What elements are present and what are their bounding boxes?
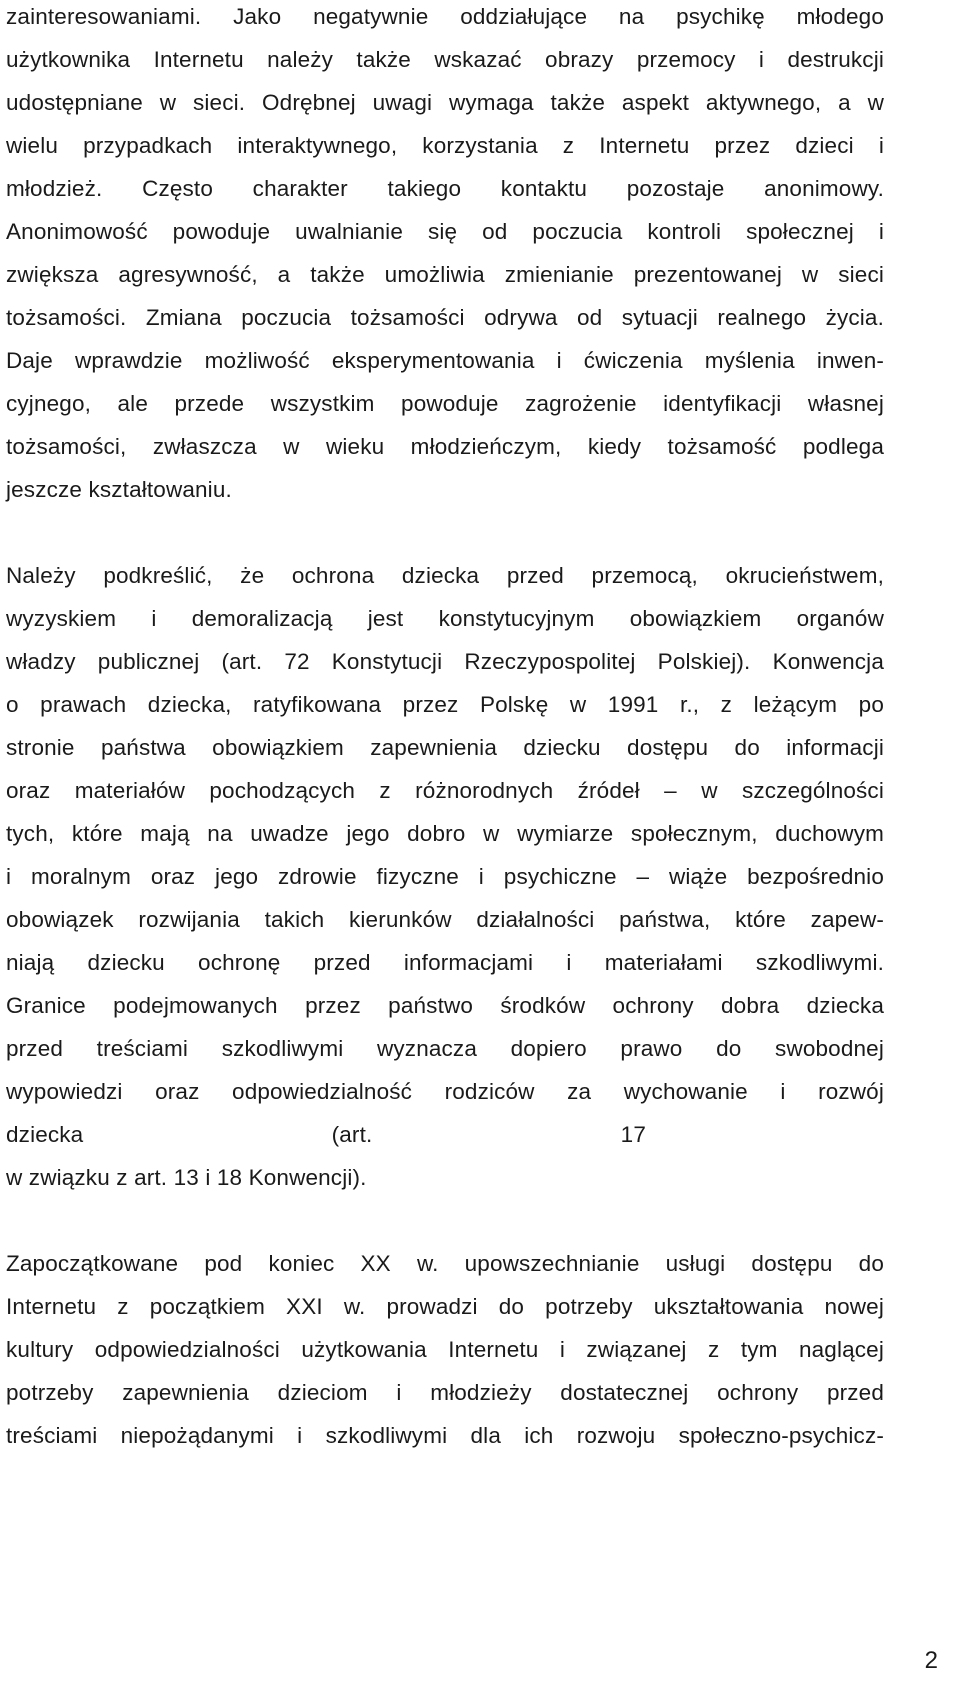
- text-line: Zapoczątkowane pod koniec XX w. upowszechnianie usługi dostępu do: [6, 1251, 884, 1276]
- text-line: wypowiedzi oraz odpowiedzialność rodziców za wychowanie i rozwój: [6, 1079, 884, 1104]
- text-line: niają dziecku ochronę przed informacjami i materiałami szkodliwymi.: [6, 950, 884, 975]
- text-line: wielu przypadkach interaktywnego, korzystania z Internetu przez dzieci i: [6, 133, 884, 158]
- text-line: w związku z art. 13 i 18 Konwencji).: [6, 1165, 367, 1190]
- text-line: kultury odpowiedzialności użytkowania Internetu i związanej z tym naglącej: [6, 1337, 884, 1362]
- text-line: młodzież. Często charakter takiego kontaktu pozostaje anonimowy.: [6, 176, 884, 201]
- text-line: tych, które mają na uwadze jego dobro w wymiarze społecznym, duchowym: [6, 821, 884, 846]
- text-line: wyzyskiem i demoralizacją jest konstytucyjnym obowiązkiem organów: [6, 606, 884, 631]
- text-line: udostępniane w sieci. Odrębnej uwagi wymaga także aspekt aktywnego, a w: [6, 90, 884, 115]
- text-line: Anonimowość powoduje uwalnianie się od poczucia kontroli społecznej i: [6, 219, 884, 244]
- text-line: tożsamości, zwłaszcza w wieku młodzieńczym, kiedy tożsamość podlega: [6, 434, 884, 459]
- text-line: zwiększa agresywność, a także umożliwia zmienianie prezentowanej w sieci: [6, 262, 884, 287]
- text-line: Granice podejmowanych przez państwo środków ochrony dobra dziecka: [6, 993, 884, 1018]
- text-line: potrzeby zapewnienia dzieciom i młodzieży dostatecznej ochrony przed: [6, 1380, 884, 1405]
- text-line: Internetu z początkiem XXI w. prowadzi do potrzeby ukształtowania nowej: [6, 1294, 884, 1319]
- text-line: zainteresowaniami. Jako negatywnie oddziałujące na psychikę młodego: [6, 4, 884, 29]
- text-line: cyjnego, ale przede wszystkim powoduje zagrożenie identyfikacji własnej: [6, 391, 884, 416]
- text-line: władzy publicznej (art. 72 Konstytucji Rzeczypospolitej Polskiej). Konwencja: [6, 649, 884, 674]
- text-line: tożsamości. Zmiana poczucia tożsamości odrywa od sytuacji realnego życia.: [6, 305, 884, 330]
- text-line: i moralnym oraz jego zdrowie fizyczne i psychiczne – wiąże bezpośrednio: [6, 864, 884, 889]
- text-line: oraz materiałów pochodzących z różnorodnych źródeł – w szczególności: [6, 778, 884, 803]
- text-line: Daje wprawdzie możliwość eksperymentowania i ćwiczenia myślenia inwen-: [6, 348, 884, 373]
- text-line: Należy podkreślić, że ochrona dziecka przed przemocą, okrucieństwem,: [6, 563, 884, 588]
- text-line: jeszcze kształtowaniu.: [6, 477, 232, 502]
- text-line: obowiązek rozwijania takich kierunków działalności państwa, które zapew-: [6, 907, 884, 932]
- text-line: dziecka (art. 17: [6, 1122, 646, 1147]
- text-line: stronie państwa obowiązkiem zapewnienia dziecku dostępu do informacji: [6, 735, 884, 760]
- page-number: 2: [924, 1647, 938, 1674]
- text-line: treściami niepożądanymi i szkodliwymi dla ich rozwoju społeczno-psychicz-: [6, 1423, 884, 1448]
- text-line: użytkownika Internetu należy także wskazać obrazy przemocy i destrukcji: [6, 47, 884, 72]
- text-line: o prawach dziecka, ratyfikowana przez Polskę w 1991 r., z leżącym po: [6, 692, 884, 717]
- text-line: przed treściami szkodliwymi wyznacza dopiero prawo do swobodnej: [6, 1036, 884, 1061]
